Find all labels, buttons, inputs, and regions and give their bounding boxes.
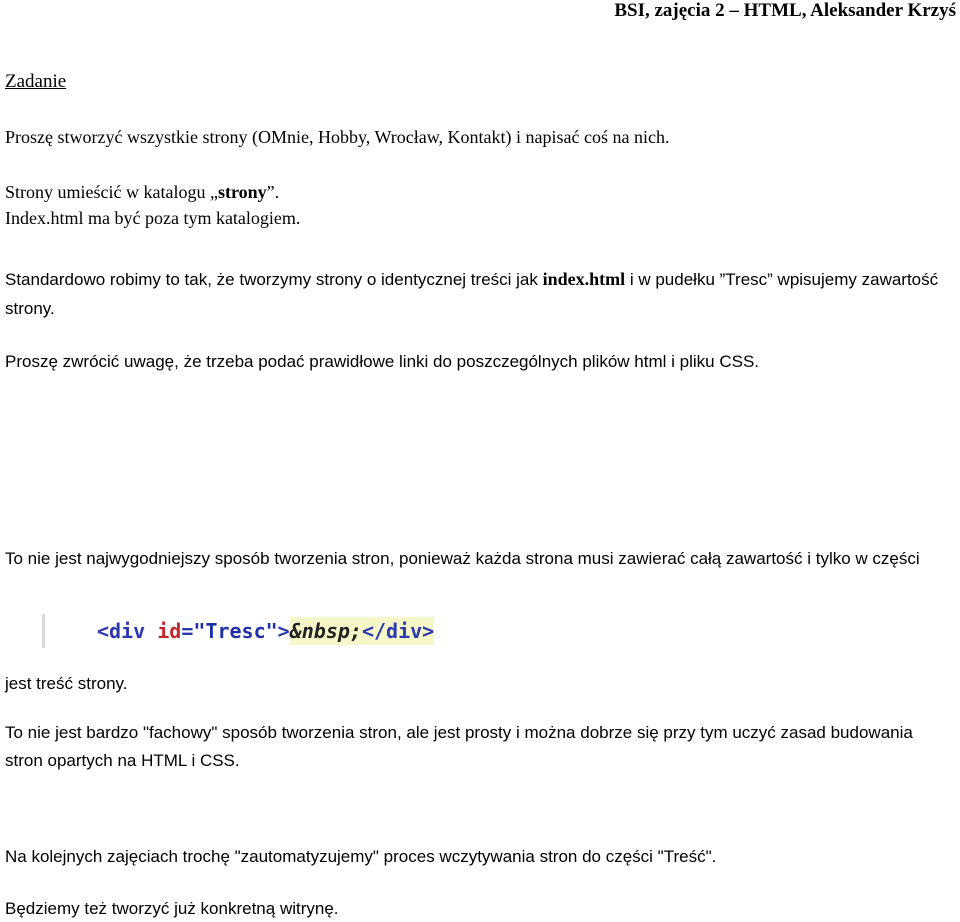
paragraph-folder	[5, 180, 279, 204]
paragraph-next-class: Na kolejnych zajęciach trochę "zautomatyzujemy" proces wczytywania stron do części "Treść".	[5, 847, 717, 866]
code-equals: =	[181, 619, 194, 643]
code-line	[97, 612, 434, 650]
paragraph-website: Będziemy też tworzyć już konkretną witrynę.	[5, 899, 339, 918]
paragraph-folder-text-before: Strony umieścić w katalogu „	[5, 182, 218, 202]
paragraph-standard-text-after: i w pudełku ”Tresc” wpisujemy zawartość strony.	[5, 270, 939, 318]
paragraph-task: Proszę stworzyć wszystkie strony (OMnie, Hobby, Wrocław, Kontakt) i napisać coś na nich.	[5, 127, 670, 147]
paragraph-content-part: jest treść strony.	[5, 674, 128, 693]
section-title: Zadanie	[5, 71, 67, 92]
code-entity: &nbsp;	[289, 619, 362, 643]
paragraph-standard-text-before: Standardowo robimy to tak, że tworzymy strony o identycznej treści jak	[5, 270, 543, 289]
code-snippet	[42, 612, 482, 650]
paragraph-links-note: Proszę zwrócić uwagę, że trzeba podać prawidłowe linki do poszczególnych plików html i pliku CSS.	[5, 352, 760, 371]
code-space	[145, 619, 157, 643]
code-end-tag: </div>	[361, 619, 435, 643]
code-open-tag: <div	[97, 619, 146, 643]
code-attr-name: id	[157, 619, 182, 643]
paragraph-inconvenience: To nie jest najwygodniejszy sposób tworzenia stron, ponieważ każda strona musi zawierać całą zawartość i tylko w części	[5, 549, 920, 568]
folder-name: strony	[217, 182, 267, 202]
paragraph-index-location: Index.html ma być poza tym katalogiem.	[5, 208, 301, 228]
index-file-name: index.html	[542, 269, 626, 289]
paragraph-standard-method	[5, 265, 955, 323]
code-attr-value: "Tresc"	[193, 619, 278, 643]
paragraph-folder-text-after: ”.	[266, 182, 280, 202]
paragraph-not-professional: To nie jest bardzo "fachowy" sposób tworzenia stron, ale jest prosty i można dobrze się przy tym uczyć zasad budowania stron opartych na HTML i CSS.	[5, 723, 913, 770]
code-highlight	[290, 617, 435, 645]
code-close-bracket: >	[277, 619, 290, 643]
code-gutter	[42, 614, 45, 648]
page-header: BSI, zajęcia 2 – HTML, Aleksander Krzyś	[614, 0, 956, 21]
